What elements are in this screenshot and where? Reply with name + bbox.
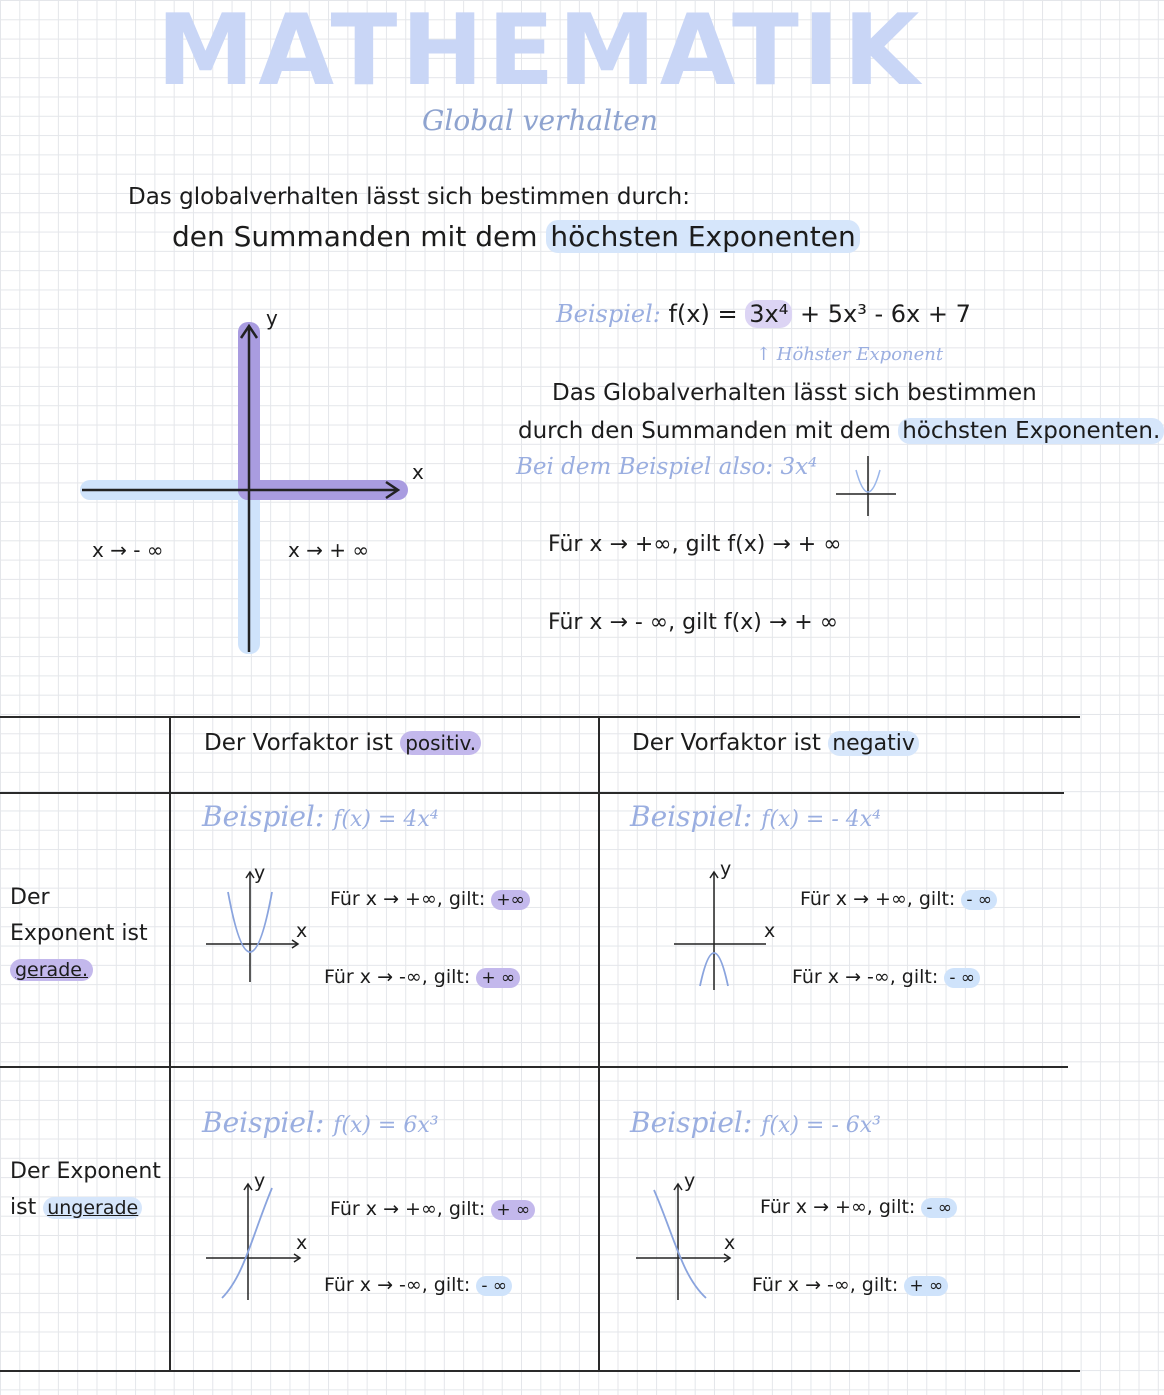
- diagram-y-label: y: [266, 306, 278, 330]
- col-header-negative-prefix: Der Vorfaktor ist: [632, 730, 821, 756]
- row-header-even: [10, 880, 160, 988]
- cell-odd-neg-r1: [760, 1196, 957, 1218]
- cell-odd-neg-r2-text: Für x → -∞, gilt:: [752, 1274, 899, 1296]
- diagram-y-lower-band: [238, 490, 260, 654]
- table-divider-2: [598, 716, 600, 1372]
- cell-odd-pos-graph: [200, 1176, 310, 1306]
- intro-line-1: Das globalverhalten lässt sich bestimmen durch:: [128, 184, 690, 210]
- page-title: MATHEMATIK: [156, 0, 924, 108]
- col-header-negative-word: negativ: [828, 731, 919, 756]
- cell-even-neg-r2: [792, 966, 980, 988]
- diagram-left-limit: x → - ∞: [92, 538, 164, 562]
- diagram-x-right-band: [238, 480, 408, 500]
- cell-odd-pos-r2: [324, 1274, 512, 1296]
- row-header-even-prefix: Der Exponent ist: [10, 885, 148, 946]
- cell-odd-pos-r1: [330, 1198, 535, 1220]
- table-header-line: [0, 792, 1064, 794]
- cell-odd-pos-x: x: [296, 1232, 308, 1254]
- example-line-2-a: durch den Summanden mit dem: [518, 418, 891, 444]
- cell-even-neg-function: f(x) = - 4x⁴: [761, 807, 882, 832]
- cell-even-pos-v2: + ∞: [476, 968, 520, 988]
- cell-odd-neg-beispiel: Beispiel:: [630, 1106, 753, 1139]
- cell-even-neg-v2: - ∞: [944, 968, 980, 988]
- diagram-right-limit: x → + ∞: [288, 538, 370, 562]
- cell-even-pos-beispiel: Beispiel:: [202, 800, 325, 833]
- diagram-x-label: x: [412, 460, 424, 484]
- row-header-odd-prefix: Der Exponent ist: [10, 1159, 161, 1220]
- cell-even-neg-r1-text: Für x → +∞, gilt:: [800, 888, 956, 910]
- cell-odd-pos-beispiel: Beispiel:: [202, 1106, 325, 1139]
- cell-even-neg-y: y: [720, 858, 732, 880]
- intro-line-2-highlight: höchsten Exponenten: [546, 220, 859, 253]
- table-divider-1: [169, 716, 171, 1372]
- example-note: ↑ Höhster Exponent: [756, 344, 944, 365]
- diagram-x-left-band: [80, 480, 260, 500]
- cell-even-neg-x: x: [764, 920, 776, 942]
- cell-odd-pos-r2-text: Für x → -∞, gilt:: [324, 1274, 471, 1296]
- example-result-1: Für x → +∞, gilt f(x) → + ∞: [548, 532, 842, 557]
- cell-odd-neg-r1-text: Für x → +∞, gilt:: [760, 1196, 916, 1218]
- intro-line-2: [172, 220, 860, 253]
- diagram-x-arrowhead: [386, 482, 398, 498]
- example-line-2: [518, 418, 1164, 444]
- cell-odd-pos-example: [202, 1106, 439, 1139]
- row-header-odd: [10, 1154, 165, 1226]
- example-line-1: Das Globalverhalten lässt sich bestimmen: [552, 380, 1037, 406]
- table-middle-line: [0, 1066, 1068, 1068]
- cell-even-pos-function: f(x) = 4x⁴: [333, 807, 439, 832]
- cell-even-neg-example: [630, 800, 881, 833]
- example-line-2-highlight: höchsten Exponenten.: [898, 418, 1164, 444]
- cell-odd-pos-y: y: [254, 1170, 266, 1192]
- cell-odd-neg-v2: + ∞: [904, 1276, 948, 1296]
- cell-even-pos-example: [202, 800, 439, 833]
- row-header-odd-word: ungerade: [43, 1197, 142, 1219]
- cell-even-neg-r1: [800, 888, 997, 910]
- example-f-rest: + 5x³ - 6x + 7: [799, 300, 971, 328]
- row-header-even-word: gerade.: [10, 959, 93, 981]
- page-subtitle: Global verhalten: [422, 104, 658, 137]
- cell-odd-neg-example: [630, 1106, 881, 1139]
- col-header-positive: [204, 730, 481, 756]
- cell-odd-neg-x: x: [724, 1232, 736, 1254]
- table-top-line: [0, 716, 1080, 718]
- cell-even-pos-r2: [324, 966, 520, 988]
- diagram-y-arrowhead: [241, 326, 257, 338]
- cell-odd-neg-y: y: [684, 1170, 696, 1192]
- cell-odd-pos-v2: - ∞: [476, 1276, 512, 1296]
- example-function: [556, 300, 971, 328]
- cell-odd-neg-r2: [752, 1274, 948, 1296]
- cell-odd-pos-r1-text: Für x → +∞, gilt:: [330, 1198, 486, 1220]
- cell-even-pos-r2-text: Für x → -∞, gilt:: [324, 966, 471, 988]
- cell-even-pos-v1: +∞: [491, 890, 529, 910]
- cell-even-pos-x: x: [296, 920, 308, 942]
- example-mini-graph: [836, 456, 906, 516]
- diagram-y-upper-band: [238, 322, 260, 500]
- col-header-positive-word: positiv.: [400, 731, 481, 755]
- table-bottom-line: [0, 1370, 1080, 1372]
- cell-even-neg-graph: [668, 862, 778, 992]
- example-line-3: Bei dem Beispiel also: 3x⁴: [516, 454, 818, 480]
- col-header-positive-prefix: Der Vorfaktor ist: [204, 730, 393, 756]
- cell-odd-neg-function: f(x) = - 6x³: [761, 1113, 882, 1138]
- intro-line-2-a: den Summanden mit dem: [172, 220, 538, 253]
- cell-even-pos-r1: [330, 888, 530, 910]
- example-highest-term: 3x⁴: [745, 300, 792, 328]
- cell-odd-pos-v1: + ∞: [491, 1200, 535, 1220]
- cell-even-pos-y: y: [254, 862, 266, 884]
- cell-odd-pos-function: f(x) = 6x³: [333, 1113, 439, 1138]
- cell-even-neg-beispiel: Beispiel:: [630, 800, 753, 833]
- cell-even-neg-r2-text: Für x → -∞, gilt:: [792, 966, 939, 988]
- col-header-negative: [632, 730, 919, 756]
- example-f-prefix: f(x) =: [668, 300, 738, 328]
- cell-even-pos-r1-text: Für x → +∞, gilt:: [330, 888, 486, 910]
- example-label: Beispiel:: [556, 300, 661, 328]
- example-result-2: Für x → - ∞, gilt f(x) → + ∞: [548, 610, 839, 635]
- cell-odd-neg-v1: - ∞: [921, 1198, 957, 1218]
- cell-even-neg-v1: - ∞: [961, 890, 997, 910]
